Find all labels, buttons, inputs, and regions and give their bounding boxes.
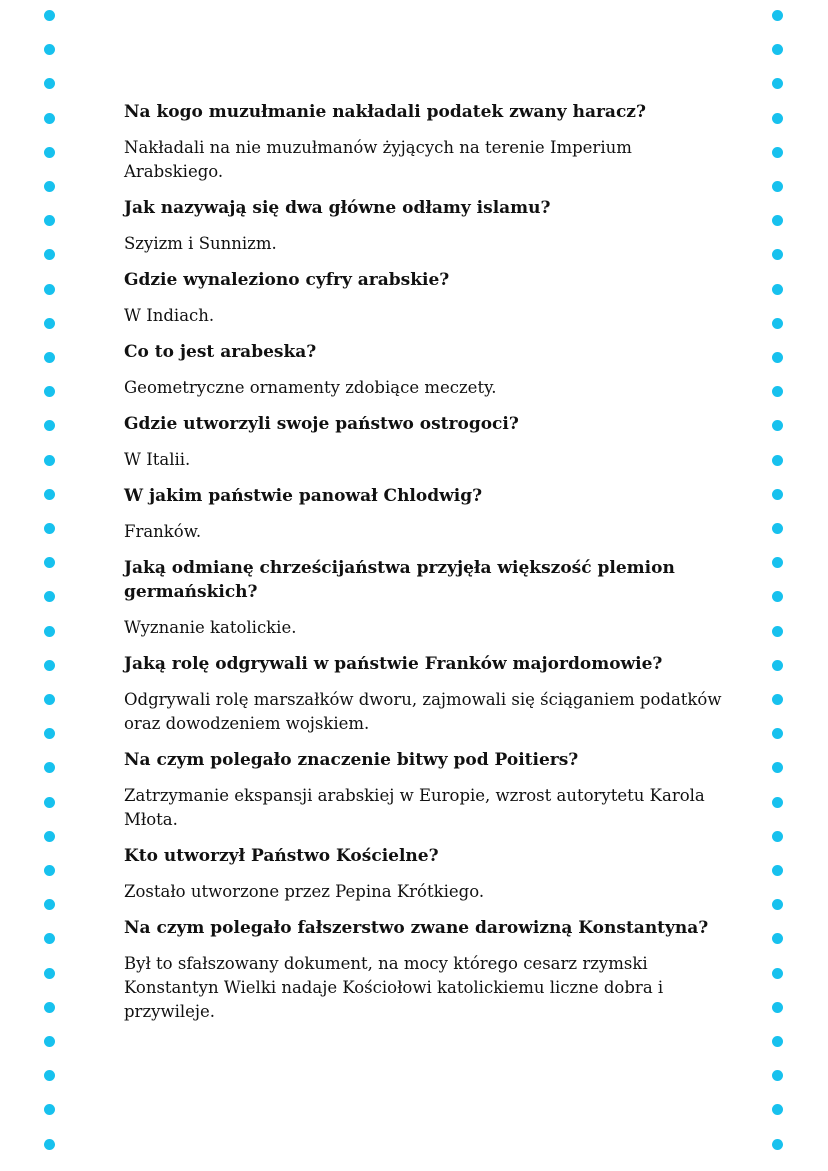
border-dot <box>772 933 783 944</box>
answer-11: Był to sfałszowany dokument, na mocy którego cesarz rzymski Konstantyn Wielki nadaje Kościołowi katolickiemu liczne dobra i przywileje. <box>124 954 664 1021</box>
border-dot <box>44 762 55 773</box>
border-dot <box>772 147 783 158</box>
border-dot <box>44 1002 55 1013</box>
border-dot <box>772 968 783 979</box>
border-dot <box>44 10 55 21</box>
answer-4: Geometryczne ornamenty zdobiące meczety. <box>124 378 497 397</box>
border-dot <box>44 249 55 260</box>
border-dot <box>44 78 55 89</box>
border-dot <box>772 1139 783 1150</box>
answer-8: Odgrywali rolę marszałków dworu, zajmowali się ściąganiem podatków oraz dowodzeniem wojskiem. <box>124 690 722 733</box>
right-dot-border <box>772 10 784 1170</box>
question-4: Co to jest arabeska? <box>124 342 317 362</box>
question-7: Jaką odmianę chrześcijaństwa przyjęła większość plemion germańskich? <box>124 558 675 602</box>
border-dot <box>44 215 55 226</box>
answer-7: Wyznanie katolickie. <box>124 618 297 637</box>
border-dot <box>772 284 783 295</box>
border-dot <box>44 865 55 876</box>
border-dot <box>772 694 783 705</box>
answer-9: Zatrzymanie ekspansji arabskiej w Europie, wzrost autorytetu Karola Młota. <box>124 786 705 829</box>
border-dot <box>44 44 55 55</box>
left-dot-border <box>44 10 56 1170</box>
border-dot <box>772 865 783 876</box>
qa-list <box>124 100 734 1036</box>
border-dot <box>44 113 55 124</box>
border-dot <box>772 215 783 226</box>
question-5: Gdzie utworzyli swoje państwo ostrogoci? <box>124 414 519 434</box>
border-dot <box>44 1036 55 1047</box>
answer-6: Franków. <box>124 522 202 541</box>
border-dot <box>44 626 55 637</box>
border-dot <box>772 249 783 260</box>
border-dot <box>772 591 783 602</box>
border-dot <box>772 728 783 739</box>
answer-3: W Indiach. <box>124 306 215 325</box>
border-dot <box>44 1070 55 1081</box>
border-dot <box>772 78 783 89</box>
question-1: Na kogo muzułmanie nakładali podatek zwany haracz? <box>124 102 646 122</box>
border-dot <box>772 420 783 431</box>
border-dot <box>44 284 55 295</box>
border-dot <box>44 455 55 466</box>
question-9: Na czym polegało znaczenie bitwy pod Poitiers? <box>124 750 579 770</box>
border-dot <box>772 1104 783 1115</box>
border-dot <box>772 899 783 910</box>
border-dot <box>772 523 783 534</box>
border-dot <box>772 557 783 568</box>
border-dot <box>772 1070 783 1081</box>
question-10: Kto utworzył Państwo Kościelne? <box>124 846 439 866</box>
border-dot <box>44 557 55 568</box>
border-dot <box>44 420 55 431</box>
border-dot <box>44 181 55 192</box>
border-dot <box>772 44 783 55</box>
border-dot <box>772 386 783 397</box>
border-dot <box>44 318 55 329</box>
border-dot <box>44 1139 55 1150</box>
question-8: Jaką rolę odgrywali w państwie Franków majordomowie? <box>124 654 663 674</box>
border-dot <box>44 1104 55 1115</box>
border-dot <box>772 10 783 21</box>
border-dot <box>772 113 783 124</box>
border-dot <box>44 694 55 705</box>
question-6: W jakim państwie panował Chlodwig? <box>124 486 483 506</box>
border-dot <box>772 489 783 500</box>
question-2: Jak nazywają się dwa główne odłamy islamu? <box>124 198 551 218</box>
border-dot <box>44 147 55 158</box>
border-dot <box>44 933 55 944</box>
border-dot <box>44 489 55 500</box>
border-dot <box>44 831 55 842</box>
border-dot <box>44 660 55 671</box>
answer-5: W Italii. <box>124 450 191 469</box>
border-dot <box>772 352 783 363</box>
question-11: Na czym polegało fałszerstwo zwane darowizną Konstantyna? <box>124 918 709 938</box>
border-dot <box>772 797 783 808</box>
border-dot <box>772 626 783 637</box>
border-dot <box>44 591 55 602</box>
border-dot <box>772 1036 783 1047</box>
answer-2: Szyizm i Sunnizm. <box>124 234 277 253</box>
border-dot <box>772 660 783 671</box>
border-dot <box>772 318 783 329</box>
border-dot <box>772 762 783 773</box>
answer-1: Nakładali na nie muzułmanów żyjących na terenie Imperium Arabskiego. <box>124 138 632 181</box>
question-3: Gdzie wynaleziono cyfry arabskie? <box>124 270 450 290</box>
border-dot <box>772 1002 783 1013</box>
border-dot <box>44 899 55 910</box>
border-dot <box>772 455 783 466</box>
border-dot <box>772 181 783 192</box>
border-dot <box>44 728 55 739</box>
border-dot <box>44 797 55 808</box>
border-dot <box>44 352 55 363</box>
answer-10: Zostało utworzone przez Pepina Krótkiego. <box>124 882 485 901</box>
border-dot <box>44 968 55 979</box>
border-dot <box>44 523 55 534</box>
border-dot <box>44 386 55 397</box>
border-dot <box>772 831 783 842</box>
